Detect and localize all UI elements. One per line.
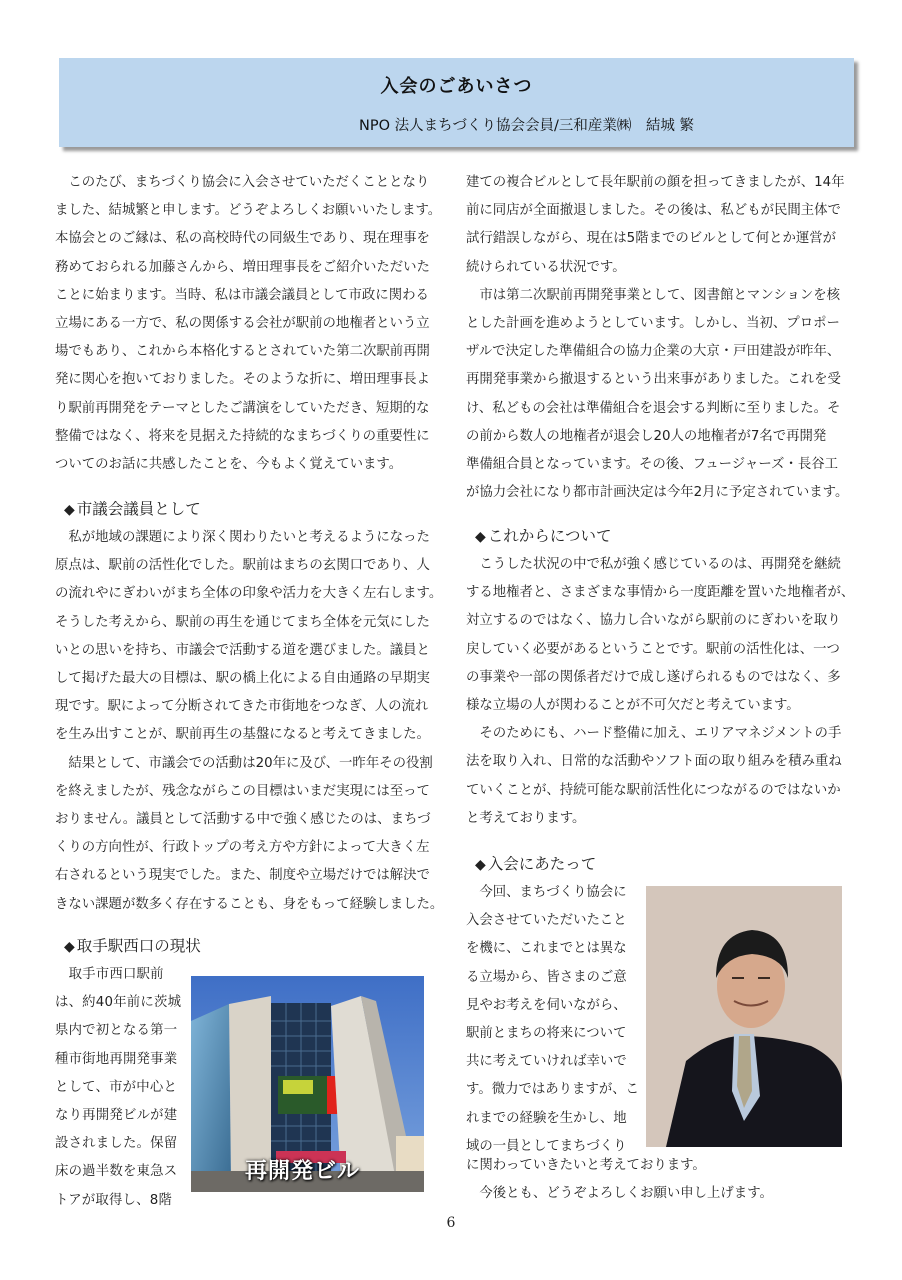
- text-line: トアが取得し、8階: [55, 1192, 173, 1208]
- text-line: いとの思いを持ち、市議会で活動する道を選びました。議員と: [55, 642, 430, 658]
- author-line: NPO 法人まちづくり協会会員/三和産業㈱ 結城 繁: [359, 118, 694, 134]
- text-line: を機に、これまでとは異な: [466, 941, 627, 957]
- photo-caption: 再開発ビル: [245, 1159, 361, 1184]
- text-line: 原点は、駅前の活性化でした。駅前はまちの玄関口であり、人: [55, 558, 430, 574]
- text-line: する地権者と、さまざまな事情から一度距離を置いた地権者が、: [466, 585, 855, 601]
- section-west-continued: [466, 169, 866, 507]
- text-line: 県内で初となる第一: [55, 1023, 178, 1039]
- diamond-icon: ◆: [64, 939, 75, 955]
- text-line: 再開発事業から撤退するという出来事がありました。これを受: [466, 372, 841, 388]
- text-line: 共に考えていければ幸いで: [466, 1054, 627, 1070]
- text-line: 右されるという現実でした。また、制度や立場だけでは解決で: [55, 868, 430, 884]
- text-line: を終えましたが、残念ながらこの目標はいまだ実現には至って: [55, 783, 430, 799]
- text-line: と考えております。: [466, 810, 586, 826]
- text-line: して掲げた最大の目標は、駅の橋上化による自由通路の早期実: [55, 671, 430, 687]
- text-line: 種市街地再開発事業: [55, 1051, 178, 1067]
- text-line: 試行錯誤しながら、現在は5階までのビルとして何とか運営が: [466, 231, 837, 247]
- text-line: 設されました。保留: [55, 1136, 178, 1152]
- text-line: このたび、まちづくり協会に入会させていただくこととなり: [55, 175, 430, 190]
- text-line: 立場にある一方で、私の関係する会社が駅前の地権者という立: [55, 316, 430, 332]
- text-line: きない課題が数多く存在することも、身をもって経験しました。: [55, 896, 444, 912]
- text-line: ついてのお話に共感したことを、今もよく覚えています。: [55, 457, 403, 473]
- text-line: が協力会社になり都市計画決定は今年2月に予定されています。: [466, 485, 849, 501]
- text-line: 準備組合員となっています。その後、フュージャーズ・長谷工: [466, 457, 838, 473]
- section-joining: [466, 851, 646, 1161]
- text-line: 務めておられる加藤さんから、増田理事長をご紹介いただいた: [55, 259, 430, 275]
- diamond-icon: ◆: [64, 502, 75, 518]
- section-heading: ◆ 入会にあたって: [475, 855, 597, 873]
- text-line: くりの方向性が、行政トップの考え方や方針によって大きく左: [55, 840, 430, 856]
- text-line: 本協会とのご縁は、私の高校時代の同級生であり、現在理事を: [55, 231, 430, 247]
- text-line: の流れやにぎわいがまち全体の印象や活力を大きく左右します。: [55, 586, 443, 602]
- text-line: ました、結城繁と申します。どうぞよろしくお願いいたします。: [55, 203, 442, 219]
- text-line: を生み出すことが、駅前再生の基盤になると考えてきました。: [55, 727, 430, 743]
- text-line: そのためにも、ハード整備に加え、エリアマネジメントの手: [466, 726, 842, 742]
- text-line: おりません。議員として活動する中で強く感じたのは、まちづ: [55, 812, 431, 828]
- text-line: は、約40年前に茨城: [55, 995, 182, 1011]
- text-line: 取手市西口駅前: [55, 967, 164, 982]
- diamond-icon: ◆: [475, 857, 486, 873]
- text-line: 対立するのではなく、協力し合いながら駅前のにぎわいを取り: [466, 613, 841, 629]
- redevelopment-building-photo: [191, 976, 424, 1192]
- text-line: 結果として、市議会での活動は20年に及び、一昨年その役割: [55, 755, 433, 771]
- text-line: 今回、まちづくり協会に: [466, 885, 627, 900]
- section-west: [55, 933, 201, 1215]
- portrait-image: [646, 886, 842, 1147]
- section-heading: ◆ 取手駅西口の現状: [64, 937, 201, 955]
- title-banner: [59, 58, 854, 147]
- section-council: [55, 496, 455, 919]
- text-line: ことに始まります。当時、私は市議会議員として市政に関わる: [55, 287, 429, 303]
- text-line: 戻していく必要があるということです。駅前の活性化は、一つ: [466, 641, 840, 657]
- text-line: け、私どもの会社は準備組合を退会する判断に至りました。そ: [466, 400, 841, 416]
- intro-paragraph: [55, 169, 450, 479]
- text-line: なり再開発ビルが建: [55, 1108, 178, 1124]
- diamond-icon: ◆: [475, 529, 486, 545]
- section-heading: ◆ 市議会議員として: [64, 500, 201, 518]
- text-line: ていくことが、持続可能な駅前活性化につながるのではないか: [466, 782, 841, 798]
- section-joining-closing: [466, 1152, 866, 1208]
- text-line: 駅前とまちの将来について: [466, 1026, 627, 1042]
- text-line: 場でもあり、これから本格化するとされていた第二次駅前再開: [55, 344, 430, 360]
- text-line: 今後とも、どうぞよろしくお願い申し上げます。: [466, 1186, 773, 1202]
- text-line: れまでの経験を生かし、地: [466, 1110, 627, 1126]
- text-line: 域の一員としてまちづくり: [466, 1138, 627, 1154]
- text-line: とした計画を進めようとしています。しかし、当初、プロポー: [466, 316, 840, 332]
- text-line: 整備ではなく、将来を見据えた持続的なまちづくりの重要性に: [55, 428, 430, 444]
- text-line: 入会させていただいたこと: [466, 913, 627, 929]
- section-future: [466, 523, 866, 833]
- text-line: 発に関心を抱いておりました。そのような折に、増田理事長よ: [55, 372, 430, 388]
- text-line: の前から数人の地権者が退会し20人の地権者が7名で再開発: [466, 428, 827, 444]
- text-line: 市は第二次駅前再開発事業として、図書館とマンションを核: [466, 287, 841, 303]
- author-portrait: [646, 886, 842, 1147]
- text-line: に関わっていきたいと考えております。: [466, 1158, 706, 1173]
- section-heading: ◆ これからについて: [475, 527, 612, 545]
- text-line: 床の過半数を東急ス: [55, 1164, 178, 1180]
- text-line: の事業や一部の関係者だけで成し遂げられるものではなく、多: [466, 669, 841, 685]
- text-line: ザルで決定した準備組合の協力企業の大京・戸田建設が昨年、: [466, 344, 841, 360]
- text-line: 建ての複合ビルとして長年駅前の顔を担ってきましたが、14年: [466, 175, 845, 190]
- page-number: 6: [446, 1215, 456, 1231]
- text-line: 見やお考えを伺いながら、: [466, 997, 627, 1013]
- text-line: こうした状況の中で私が強く感じているのは、再開発を継続: [466, 557, 841, 572]
- text-line: す。微力ではありますが、こ: [466, 1082, 640, 1098]
- text-line: として、市が中心と: [55, 1079, 178, 1095]
- text-line: り駅前再開発をテーマとしたご講演をしていただき、短期的な: [55, 400, 430, 416]
- text-line: 法を取り入れ、日常的な活動やソフト面の取り組みを積み重ね: [466, 754, 842, 770]
- text-line: 現です。駅によって分断されてきた市街地をつなぎ、人の流れ: [55, 699, 429, 715]
- text-line: 前に同店が全面撤退しました。その後は、私どもが民間主体で: [466, 203, 841, 219]
- text-line: 様な立場の人が関わることが不可欠だと考えています。: [466, 698, 800, 714]
- text-line: 続けられている状況です。: [466, 259, 626, 275]
- text-line: 私が地域の課題により深く関わりたいと考えるようになった: [55, 530, 430, 545]
- text-line: そうした考えから、駅前の再生を通じてまち全体を元気にした: [55, 614, 430, 630]
- article-title: 入会のごあいさつ: [380, 76, 533, 97]
- text-line: る立場から、皆さまのご意: [466, 969, 627, 985]
